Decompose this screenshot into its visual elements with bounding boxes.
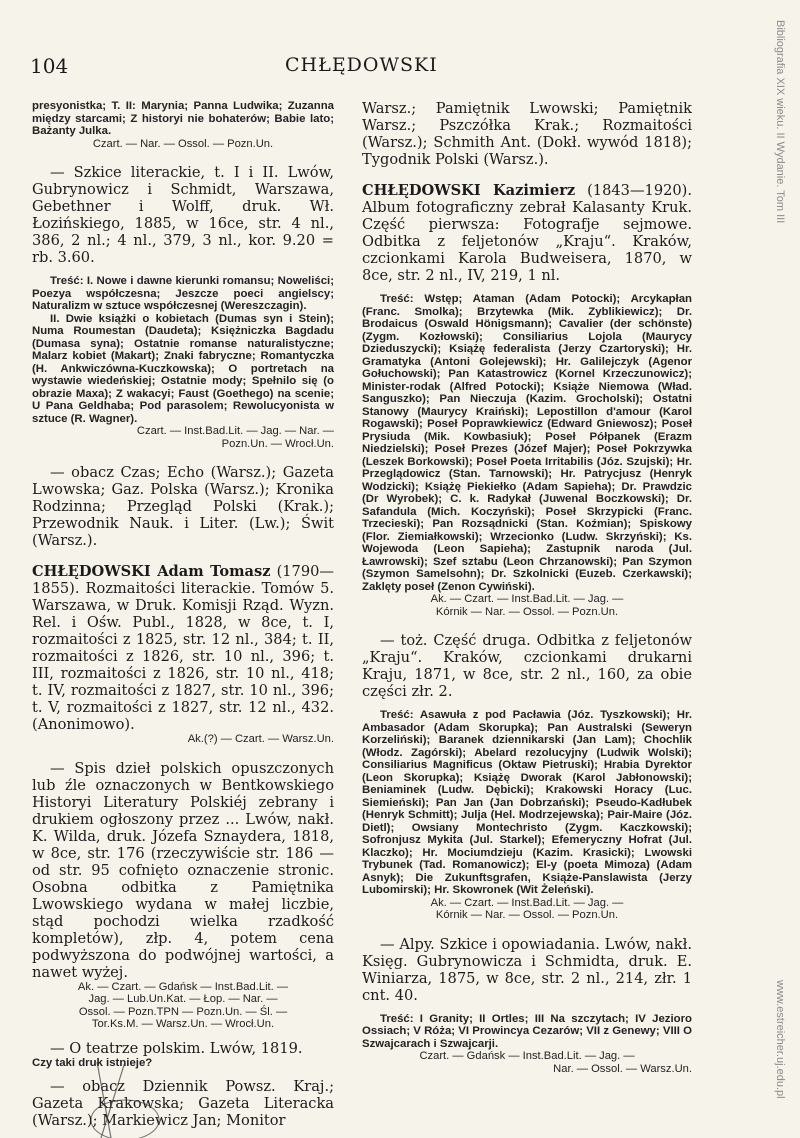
contents-note: II. Dwie książki o kobietach (Dumas syn i Stein); Numa Roumestan (Daudeta); Księżniczka Bagdadu (Dumasa syna); Ostatnie romanse naturalistyczne; Malarz kobiet (Makart); Znaki fabryczne; Romantyczka (H. Ankwiczówna-Kuczkowska); O portretach na wystawie wiedeńskiej; Ostatnie mody; Spełnilo się (o obrazie Maxa); Z wakacyi; Faust (Goethego) na scenie; U Pana Geldhaba; Pod parasolem; Rewolucyonista w sztuce (R. Wagner). xyxy=(32,312,334,425)
entry-part-two: — toż. Część druga. Odbitka z feljetonów „Kraju“. Kraków, czcionkami drukarni Kraju, 1871, w 8ce, str. 2 nl., 160, za obie części złr. 2. xyxy=(362,632,692,700)
holdings: Ossol. — Pozn.TPN — Pozn.Un. — Śl. — xyxy=(78,1005,288,1018)
holdings: Pozn.Un. — Wrocł.Un. xyxy=(221,437,334,450)
side-caption-bottom xyxy=(768,980,790,1130)
entry-kazimierz xyxy=(362,182,692,284)
entry-continuation: presyonistka; T. II: Marynia; Panna Ludwika; Zuzanna między starcami; Z historyi nie bohaterów; Babie lato; Bażanty Julka. xyxy=(32,100,334,137)
query-note: Czy taki druk istnieje? xyxy=(32,1056,153,1069)
holdings: Jag. — Lub.Un.Kat. — Łop. — Nar. — xyxy=(88,993,278,1005)
holdings: Ak.(?) — Czart. — Warsz.Un. xyxy=(187,733,334,745)
side-caption-top-text: Bibliografia XIX wieku. II Wydanie. Tom III xyxy=(774,20,786,224)
holdings: Tor.Ks.M. — Warsz.Un. — Wrocł.Un. xyxy=(91,1018,275,1030)
entry-o-teatrze: — O teatrze polskim. Lwów, 1819. xyxy=(50,1039,303,1057)
page-number: 104 xyxy=(30,54,69,78)
entry-alpy: — Alpy. Szkice i opowiadania. Lwów, nakł. Księg. Gubrynowicza i Schmidta, druk. E. Winiarza, 1875, w 8ce, str. 2 nl., 214, złr. 1 cnt. 40. xyxy=(362,935,692,1004)
contents-note: Treść: I. Nowe i dawne kierunki romansu; Noweliści; Poezya współczesna; Jeszcze poeci angielscy; Naturalizm w sztuce współczesnej (Wereszczagin). xyxy=(32,275,334,312)
entry-continuation: Warsz.; Pamiętnik Lwowski; Pamiętnik Warsz.; Pszczółka Krak.; Rozmaitości (Warsz.); Schmith Ant. (Dokł. wywód 1818); Tygodnik Polski (Warsz.). xyxy=(362,100,692,168)
holdings: Ak. — Czart. — Gdańsk — Inst.Bad.Lit. — xyxy=(77,980,289,993)
holdings: Nar. — Ossol. — Warsz.Un. xyxy=(553,1062,692,1075)
entry-see-also: — obacz Dziennik Powsz. Kraj.; Gazeta Krakowska; Gazeta Literacka (Warsz.); Markiewicz Jan; Monitor xyxy=(32,1078,334,1129)
entry-heading: CHŁĘDOWSKI Kazimierz xyxy=(362,182,576,199)
contents-note: Treść: Asawuła z pod Pacławia (Józ. Tyszkowski); Hr. Ambasador (Adam Skorupka); Pan Australski (Seweryn Korzeliński); Baranek dziennikarski (Jan Lam); Chochlik (Włodz. Zagórski); Abelard rezolucyjny (Ludwik Wolski); Consiliarius Magnificus (Oktaw Pietruski); Hrabia Dyrektor (Leon Skorupka); Książę Dworak (Karol Jabłonowski); Beniaminek (Ludw. Dębicki); Krakowski Horacy (Luc. Siemieński); Pan Jan (Jan Dobrzański); Pseudo-Kadłubek (Henryk Schmitt); Julja (Hel. Modrzejewska); Pair-Maire (Józ. Dietl); Owsiany Montechristo (Zygm. Kaczkowski); Sofronjusz Mykita (Jul. Starkel); Efemeryczny Hofrat (Jul. Klaczko); Hr. Mociumdzieju (Kazim. Krasicki); Lwowski Trybunek (Tad. Romanowicz); El-y (poeta Mimoza) (Adam Asnyk); Die Zukunftsgrafen, Książe-Panslawista (Jerzy Lubomirski); Hr. Skowronek (Wit Żeleński). xyxy=(362,709,692,896)
running-head: CHŁĘDOWSKI xyxy=(285,54,438,76)
holdings: Ak. — Czart. — Inst.Bad.Lit. — Jag. — xyxy=(430,593,624,605)
entry-see-also: — obacz Czas; Echo (Warsz.); Gazeta Lwowska; Gaz. Polska (Warsz.); Kronika Rodzinna; Przegląd Polski (Krak.); Przewodnik Nauk. i Liter. (Lw.); Świt (Warsz.). xyxy=(32,464,334,549)
library-stamp xyxy=(55,1062,165,1138)
entry-szkice: — Szkice literackie, t. I i II. Lwów, Gubrynowicz i Schmidt, Warszawa, Gebethner i Wolff, druk. Wł. Łozińskiego, 1885, w 16ce, str. 4 nl., 386, 2 nl.; 4 nl., 379, 3 nl., kor. 9.20 = rb. 3.60. xyxy=(32,164,334,266)
contents-note: Treść: I Granity; II Ortles; III Na szczytach; IV Jezioro Ossiach; V Róża; VI Prowincya Cezarów; VII z Genewy; VIII O Szwajcarach i Szwajcarji. xyxy=(362,1012,692,1050)
holdings: Kórnik — Nar. — Ossol. — Pozn.Un. xyxy=(435,909,619,921)
holdings: Czart. — Gdańsk — Inst.Bad.Lit. — Jag. — xyxy=(419,1050,635,1062)
contents-note: Treść: Wstęp; Ataman (Adam Potocki); Arcykapłan (Franc. Smolka); Brzytewka (Mik. Zyblikiewicz); Dr. Brodaicus (Oswald Hönigsmann); Cavalier (der schönste) (Zygm. Kozłowski); Consiliarius Lojola (Maurycy Dzieduszycki); Książę federalista (Jerzy Czartoryski); Hr. Gramatyka (Antoni Golejewski); Hr. Galilejczyk (Agenor Gołuchowski); Pan Katastrowicz (Kornel Krzeczunowicz); Minister-rodak (Alfred Potocki); Książe Niemowa (Wład. Sanguszko); Pan Nieczuja (Kazim. Grocholski); Ostatni Stanowy (Maurycy Kraiński); Lepostillon d'amour (Karol Rogawski); Poseł Poprawkiewicz (Edward Gniewosz); Poseł Prysiuda (Mik. Kowbasiuk); Poseł Półpanek (Erazm Niedzielski); Poseł Prezes (Józef Majer); Poseł Pokrzywka (Leszek Borkowski); Poseł Poeta Irritabilis (Józ. Szujski); Hr. Przeglądowicz (Stan. Tarnowski); Hr. Patrycjusz (Henryk Wodzicki); Książę Piekiełko (Adam Sapieha); Dr. Prawdzic (Dr Wyrobek); C. k. Radykał (Juwenal Boczkowski); Dr. Safandula (Mich. Koczyński); Poseł Skrzypicki (Franc. Trzecieski); Pan Rozsądnicki (Stan. Koźmian); Spiskowy (Flor. Ziemiałkowski); Wrzecionko (Ludw. Skrzyński); Ks. Wojewoda (Leon Sapieha); Zastupnik naroda (Jul. Ławrowski); Szef sztabu (Leon Chrzanowski); Pan Szymon (Szymon Samelsohn); Dr. Szkolnicki (Euzeb. Czerkawski); Zaklęty poseł (Zenon Cywiński). xyxy=(362,293,692,593)
right-column xyxy=(362,100,692,1075)
entry-spis: — Spis dzieł polskich opuszczonych lub źle oznaczonych w Bentkowskiego Historyi Literatury Polskiéj zebrany i drukiem ogłoszony przez ... Lwów, nakł. K. Wilda, druk. Józefa Sznaydera, 1818, w 8ce, str. 176 (rzeczywiście str. 186 — od str. 95 cofnięto oznaczenie stronic. Osobna odbitka z Pamiętnika Lwowskiego wydana w małej liczbie, stąd pochodzi wielka rzadkość kompletów), złp. 4, potem cena podwyższona do podwójnej wartości, a nawet wyżej. xyxy=(32,759,334,981)
holdings: Kórnik — Nar. — Ossol. — Pozn.Un. xyxy=(435,605,619,618)
entry-body: (1843—1920). Album fotograficzny zebrał Kalasanty Kruk. Część pierwsza: Fotografje sejmowe. Odbitka z feljetonów „Kraju“. Kraków, czcionkami Karola Budweisera, 1870, w 8ce, str. 2 nl., IV, 219, 1 nl. xyxy=(362,182,693,284)
holdings: Czart. — Nar. — Ossol. — Pozn.Un. xyxy=(92,137,274,150)
entry-adam-tomasz xyxy=(32,563,334,733)
side-caption-top xyxy=(768,20,790,270)
entry-heading: CHŁĘDOWSKI Adam Tomasz xyxy=(32,563,271,580)
holdings: Czart. — Inst.Bad.Lit. — Jag. — Nar. — xyxy=(136,425,334,437)
side-caption-bottom-text: www.estreicher.uj.edu.pl xyxy=(774,980,786,1099)
entry-body: (1790—1855). Rozmaitości literackie. Tomów 5. Warszawa, w Druk. Komisji Rząd. Wyzn. Rel. i Ośw. Publ., 1828, w 8ce, t. I, rozmaitości z 1825, str. 12 nl., 384; t. II, rozmaitości z 1826, str. 10 nl., 396; t. III, rozmaitości z 1826, str. 10 nl., 418; t. IV, rozmaitości z 1827, str. 10 nl., 396; t. V, rozmaitości z 1827, str. 12 nl., 432. (Anonimowo). xyxy=(32,563,334,733)
holdings: Ak. — Czart. — Inst.Bad.Lit. — Jag. — xyxy=(430,896,624,909)
left-column xyxy=(32,100,334,1129)
page-header xyxy=(30,48,720,78)
